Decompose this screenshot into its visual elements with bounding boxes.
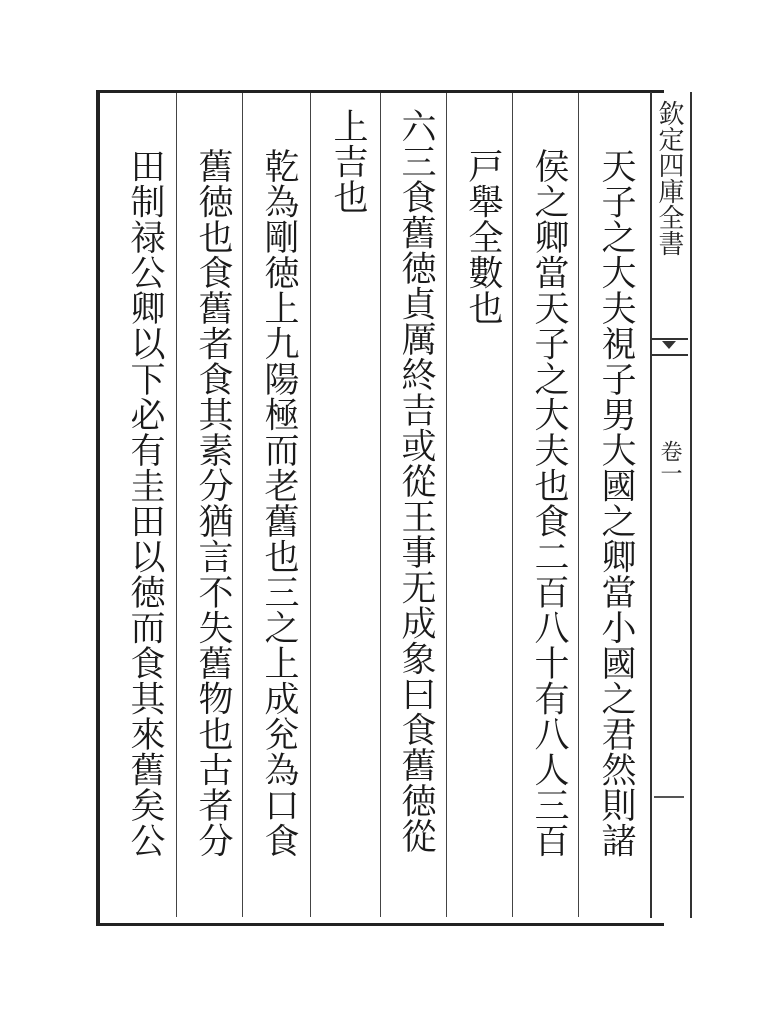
column-rule [310, 93, 311, 917]
text-column-4: 六三食舊徳貞厲終吉或從王事无成象曰食舊徳從 [396, 108, 436, 854]
text-column-2: 侯之卿當天子之大夫也食二百八十有八人三百 [529, 148, 569, 858]
column-rule [242, 93, 243, 917]
margin-tick [654, 796, 684, 798]
text-column-6: 乾為剛徳上九陽極而老舊也三之上成兊為口食 [259, 148, 299, 858]
column-rule [578, 93, 579, 917]
fish-tail-mark [650, 338, 688, 356]
book-title: 欽定四庫全書 [654, 100, 684, 256]
text-column-8: 田制禄公卿以下必有圭田以徳而食其來舊矣公 [125, 148, 165, 858]
text-column-3: 戸舉全數也 [463, 148, 503, 326]
text-column-1: 天子之大夫視子男大國之卿當小國之君然則諸 [596, 148, 636, 858]
volume-label: 卷一 [657, 440, 682, 484]
column-rule [446, 93, 447, 917]
column-rule [176, 93, 177, 917]
text-column-5: 上吉也 [328, 108, 368, 215]
column-rule [380, 93, 381, 917]
column-rule [512, 93, 513, 917]
text-column-7: 舊徳也食舊者食其素分猶言不失舊物也古者分 [193, 148, 233, 858]
